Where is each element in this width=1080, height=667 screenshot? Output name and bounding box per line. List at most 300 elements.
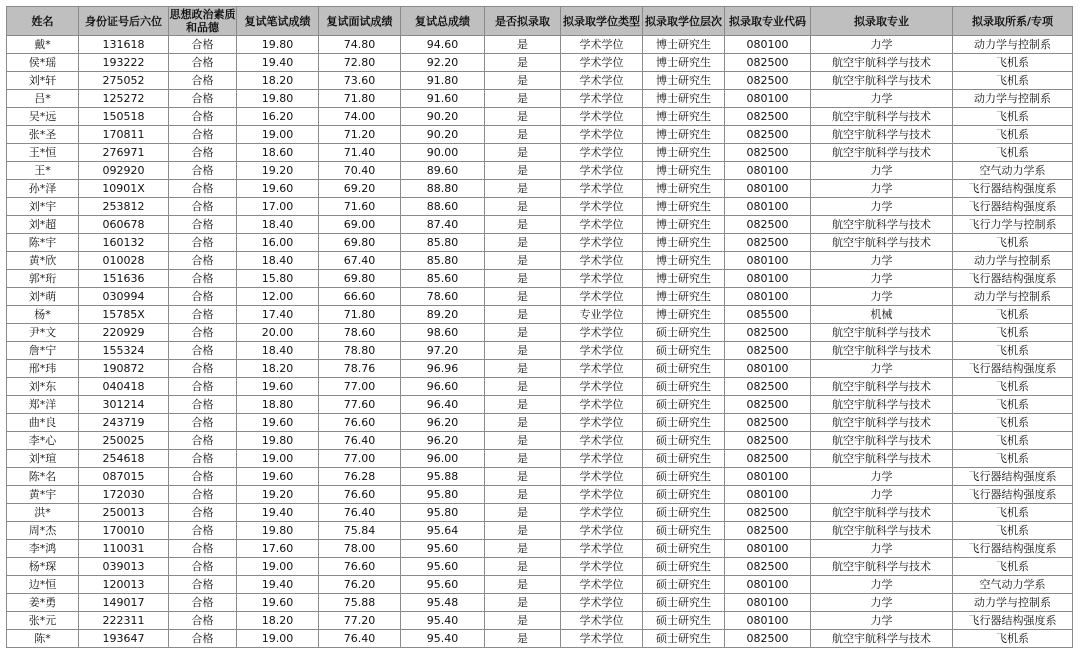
cell-id-suffix: 10901X [79, 180, 169, 198]
cell-department: 空气动力学系 [953, 162, 1073, 180]
cell-department: 飞机系 [953, 234, 1073, 252]
cell-degree-level: 博士研究生 [643, 72, 725, 90]
cell-id-suffix: 250013 [79, 504, 169, 522]
cell-major-code: 082500 [725, 108, 811, 126]
col-header-name: 姓名 [7, 7, 79, 36]
cell-degree-type: 学术学位 [561, 630, 643, 648]
cell-department: 飞机系 [953, 306, 1073, 324]
cell-id-suffix: 110031 [79, 540, 169, 558]
cell-major: 航空宇航科学与技术 [811, 234, 953, 252]
cell-major-code: 080100 [725, 468, 811, 486]
cell-degree-level: 硕士研究生 [643, 522, 725, 540]
cell-department: 飞行器结构强度系 [953, 270, 1073, 288]
cell-interview-score: 76.40 [319, 432, 401, 450]
cell-admitted: 是 [485, 216, 561, 234]
cell-interview-score: 76.60 [319, 486, 401, 504]
cell-major-code: 082500 [725, 342, 811, 360]
cell-admitted: 是 [485, 198, 561, 216]
cell-degree-type: 学术学位 [561, 450, 643, 468]
cell-department: 飞机系 [953, 414, 1073, 432]
cell-id-suffix: 193647 [79, 630, 169, 648]
col-header-total-score: 复试总成绩 [401, 7, 485, 36]
cell-major: 力学 [811, 360, 953, 378]
cell-total-score: 96.60 [401, 378, 485, 396]
col-header-interview-score: 复试面试成绩 [319, 7, 401, 36]
cell-department: 动力学与控制系 [953, 36, 1073, 54]
cell-major: 力学 [811, 612, 953, 630]
table-row [7, 522, 1073, 540]
cell-degree-type: 学术学位 [561, 72, 643, 90]
cell-written-score: 16.20 [237, 108, 319, 126]
cell-name: 黄*欣 [7, 252, 79, 270]
cell-political: 合格 [169, 558, 237, 576]
cell-department: 飞机系 [953, 504, 1073, 522]
cell-political: 合格 [169, 450, 237, 468]
cell-major-code: 080100 [725, 360, 811, 378]
cell-admitted: 是 [485, 36, 561, 54]
cell-political: 合格 [169, 630, 237, 648]
cell-admitted: 是 [485, 162, 561, 180]
cell-admitted: 是 [485, 396, 561, 414]
cell-department: 飞机系 [953, 144, 1073, 162]
cell-admitted: 是 [485, 432, 561, 450]
cell-name: 曲*良 [7, 414, 79, 432]
cell-admitted: 是 [485, 468, 561, 486]
cell-degree-type: 学术学位 [561, 540, 643, 558]
cell-written-score: 17.40 [237, 306, 319, 324]
cell-id-suffix: 060678 [79, 216, 169, 234]
col-header-admitted: 是否拟录取 [485, 7, 561, 36]
cell-interview-score: 78.80 [319, 342, 401, 360]
cell-major-code: 082500 [725, 234, 811, 252]
cell-major-code: 082500 [725, 522, 811, 540]
cell-id-suffix: 160132 [79, 234, 169, 252]
cell-degree-type: 学术学位 [561, 108, 643, 126]
cell-major: 航空宇航科学与技术 [811, 108, 953, 126]
cell-total-score: 88.60 [401, 198, 485, 216]
cell-degree-level: 博士研究生 [643, 180, 725, 198]
cell-written-score: 19.60 [237, 378, 319, 396]
cell-admitted: 是 [485, 612, 561, 630]
cell-political: 合格 [169, 522, 237, 540]
cell-interview-score: 75.88 [319, 594, 401, 612]
col-header-major-code: 拟录取专业代码 [725, 7, 811, 36]
cell-degree-level: 硕士研究生 [643, 504, 725, 522]
cell-name: 戴* [7, 36, 79, 54]
cell-interview-score: 73.60 [319, 72, 401, 90]
cell-interview-score: 71.40 [319, 144, 401, 162]
cell-total-score: 92.20 [401, 54, 485, 72]
cell-major-code: 080100 [725, 198, 811, 216]
cell-political: 合格 [169, 180, 237, 198]
cell-degree-type: 学术学位 [561, 198, 643, 216]
cell-total-score: 95.60 [401, 576, 485, 594]
table-row [7, 486, 1073, 504]
cell-admitted: 是 [485, 90, 561, 108]
cell-id-suffix: 010028 [79, 252, 169, 270]
cell-name: 邢*玮 [7, 360, 79, 378]
col-header-major: 拟录取专业 [811, 7, 953, 36]
cell-major: 力学 [811, 36, 953, 54]
cell-major: 航空宇航科学与技术 [811, 144, 953, 162]
cell-name: 姜*勇 [7, 594, 79, 612]
cell-degree-type: 学术学位 [561, 594, 643, 612]
cell-interview-score: 76.60 [319, 414, 401, 432]
cell-major: 力学 [811, 270, 953, 288]
table-row [7, 180, 1073, 198]
cell-admitted: 是 [485, 108, 561, 126]
cell-name: 边*恒 [7, 576, 79, 594]
cell-department: 飞机系 [953, 432, 1073, 450]
cell-name: 孙*泽 [7, 180, 79, 198]
cell-degree-type: 学术学位 [561, 378, 643, 396]
cell-major-code: 080100 [725, 594, 811, 612]
cell-name: 尹*文 [7, 324, 79, 342]
cell-id-suffix: 030994 [79, 288, 169, 306]
cell-degree-level: 博士研究生 [643, 126, 725, 144]
cell-total-score: 96.20 [401, 432, 485, 450]
cell-total-score: 96.40 [401, 396, 485, 414]
cell-written-score: 19.60 [237, 180, 319, 198]
cell-degree-type: 学术学位 [561, 54, 643, 72]
cell-interview-score: 72.80 [319, 54, 401, 72]
cell-political: 合格 [169, 432, 237, 450]
table-row [7, 72, 1073, 90]
cell-political: 合格 [169, 306, 237, 324]
cell-degree-level: 硕士研究生 [643, 486, 725, 504]
table-row [7, 216, 1073, 234]
cell-major-code: 082500 [725, 54, 811, 72]
cell-department: 飞机系 [953, 450, 1073, 468]
cell-department: 飞行器结构强度系 [953, 180, 1073, 198]
cell-interview-score: 78.76 [319, 360, 401, 378]
cell-degree-type: 学术学位 [561, 324, 643, 342]
cell-written-score: 18.20 [237, 360, 319, 378]
cell-major-code: 080100 [725, 90, 811, 108]
cell-major: 力学 [811, 198, 953, 216]
cell-department: 飞机系 [953, 108, 1073, 126]
cell-id-suffix: 150518 [79, 108, 169, 126]
cell-interview-score: 71.60 [319, 198, 401, 216]
cell-degree-type: 学术学位 [561, 558, 643, 576]
cell-major: 航空宇航科学与技术 [811, 216, 953, 234]
cell-department: 飞机系 [953, 126, 1073, 144]
cell-name: 刘*东 [7, 378, 79, 396]
col-header-degree-level: 拟录取学位层次 [643, 7, 725, 36]
cell-written-score: 19.00 [237, 126, 319, 144]
cell-interview-score: 66.60 [319, 288, 401, 306]
cell-degree-type: 学术学位 [561, 522, 643, 540]
table-row [7, 270, 1073, 288]
cell-degree-type: 学术学位 [561, 396, 643, 414]
cell-major-code: 080100 [725, 252, 811, 270]
cell-major-code: 082500 [725, 378, 811, 396]
cell-major-code: 082500 [725, 396, 811, 414]
cell-department: 飞机系 [953, 522, 1073, 540]
cell-name: 杨*琛 [7, 558, 79, 576]
cell-interview-score: 77.60 [319, 396, 401, 414]
cell-political: 合格 [169, 504, 237, 522]
cell-political: 合格 [169, 576, 237, 594]
cell-degree-level: 博士研究生 [643, 288, 725, 306]
cell-total-score: 90.20 [401, 108, 485, 126]
cell-id-suffix: 092920 [79, 162, 169, 180]
cell-total-score: 95.60 [401, 558, 485, 576]
cell-degree-type: 学术学位 [561, 342, 643, 360]
table-row [7, 612, 1073, 630]
cell-interview-score: 78.00 [319, 540, 401, 558]
cell-department: 飞机系 [953, 558, 1073, 576]
cell-political: 合格 [169, 108, 237, 126]
cell-major-code: 080100 [725, 486, 811, 504]
cell-written-score: 19.80 [237, 522, 319, 540]
cell-major: 航空宇航科学与技术 [811, 324, 953, 342]
table-row [7, 36, 1073, 54]
cell-major: 航空宇航科学与技术 [811, 450, 953, 468]
cell-degree-level: 硕士研究生 [643, 360, 725, 378]
cell-degree-level: 硕士研究生 [643, 540, 725, 558]
cell-total-score: 85.60 [401, 270, 485, 288]
cell-department: 动力学与控制系 [953, 90, 1073, 108]
cell-major: 航空宇航科学与技术 [811, 522, 953, 540]
cell-department: 飞行器结构强度系 [953, 540, 1073, 558]
table-row [7, 576, 1073, 594]
cell-department: 飞行器结构强度系 [953, 486, 1073, 504]
cell-degree-type: 学术学位 [561, 612, 643, 630]
table-row [7, 450, 1073, 468]
cell-id-suffix: 301214 [79, 396, 169, 414]
table-row [7, 162, 1073, 180]
cell-total-score: 89.60 [401, 162, 485, 180]
cell-department: 飞机系 [953, 378, 1073, 396]
table-body [7, 36, 1073, 648]
cell-major: 力学 [811, 252, 953, 270]
cell-written-score: 19.80 [237, 90, 319, 108]
cell-major: 航空宇航科学与技术 [811, 126, 953, 144]
cell-id-suffix: 222311 [79, 612, 169, 630]
cell-political: 合格 [169, 252, 237, 270]
cell-interview-score: 77.20 [319, 612, 401, 630]
cell-major: 航空宇航科学与技术 [811, 54, 953, 72]
cell-degree-level: 硕士研究生 [643, 432, 725, 450]
cell-major-code: 080100 [725, 288, 811, 306]
cell-major-code: 082500 [725, 72, 811, 90]
cell-major: 航空宇航科学与技术 [811, 342, 953, 360]
cell-admitted: 是 [485, 558, 561, 576]
cell-major-code: 082500 [725, 450, 811, 468]
cell-name: 陈*宇 [7, 234, 79, 252]
cell-admitted: 是 [485, 270, 561, 288]
cell-political: 合格 [169, 234, 237, 252]
cell-department: 飞行器结构强度系 [953, 468, 1073, 486]
cell-department: 飞行器结构强度系 [953, 612, 1073, 630]
cell-id-suffix: 220929 [79, 324, 169, 342]
cell-degree-type: 学术学位 [561, 234, 643, 252]
cell-degree-type: 学术学位 [561, 504, 643, 522]
cell-written-score: 18.40 [237, 252, 319, 270]
cell-name: 张*圣 [7, 126, 79, 144]
cell-total-score: 97.20 [401, 342, 485, 360]
cell-total-score: 96.96 [401, 360, 485, 378]
cell-total-score: 96.00 [401, 450, 485, 468]
cell-interview-score: 69.00 [319, 216, 401, 234]
cell-major-code: 080100 [725, 540, 811, 558]
cell-degree-level: 博士研究生 [643, 270, 725, 288]
cell-name: 吕* [7, 90, 79, 108]
cell-interview-score: 71.80 [319, 90, 401, 108]
cell-political: 合格 [169, 36, 237, 54]
cell-interview-score: 76.20 [319, 576, 401, 594]
cell-total-score: 91.80 [401, 72, 485, 90]
cell-degree-level: 硕士研究生 [643, 612, 725, 630]
cell-interview-score: 76.40 [319, 630, 401, 648]
table-row [7, 198, 1073, 216]
cell-major-code: 080100 [725, 36, 811, 54]
cell-major-code: 082500 [725, 324, 811, 342]
cell-total-score: 95.40 [401, 630, 485, 648]
cell-name: 刘*萌 [7, 288, 79, 306]
cell-total-score: 88.80 [401, 180, 485, 198]
cell-major-code: 080100 [725, 576, 811, 594]
table-row [7, 378, 1073, 396]
cell-department: 空气动力学系 [953, 576, 1073, 594]
cell-written-score: 17.60 [237, 540, 319, 558]
cell-degree-type: 学术学位 [561, 126, 643, 144]
cell-written-score: 20.00 [237, 324, 319, 342]
cell-name: 张*元 [7, 612, 79, 630]
cell-degree-level: 博士研究生 [643, 252, 725, 270]
cell-degree-level: 博士研究生 [643, 162, 725, 180]
cell-degree-level: 硕士研究生 [643, 558, 725, 576]
cell-name: 刘*宇 [7, 198, 79, 216]
cell-political: 合格 [169, 342, 237, 360]
cell-total-score: 90.00 [401, 144, 485, 162]
cell-id-suffix: 151636 [79, 270, 169, 288]
cell-admitted: 是 [485, 54, 561, 72]
cell-degree-level: 硕士研究生 [643, 414, 725, 432]
cell-degree-level: 硕士研究生 [643, 576, 725, 594]
col-header-id-suffix: 身份证号后六位 [79, 7, 169, 36]
cell-interview-score: 75.84 [319, 522, 401, 540]
cell-degree-level: 博士研究生 [643, 90, 725, 108]
cell-name: 侯*瑶 [7, 54, 79, 72]
cell-id-suffix: 087015 [79, 468, 169, 486]
cell-interview-score: 78.60 [319, 324, 401, 342]
cell-department: 飞机系 [953, 342, 1073, 360]
cell-total-score: 90.20 [401, 126, 485, 144]
cell-major-code: 085500 [725, 306, 811, 324]
cell-degree-type: 学术学位 [561, 216, 643, 234]
cell-admitted: 是 [485, 180, 561, 198]
cell-degree-level: 博士研究生 [643, 144, 725, 162]
cell-political: 合格 [169, 162, 237, 180]
cell-department: 飞机系 [953, 324, 1073, 342]
cell-degree-type: 学术学位 [561, 162, 643, 180]
cell-degree-level: 博士研究生 [643, 234, 725, 252]
cell-id-suffix: 120013 [79, 576, 169, 594]
cell-political: 合格 [169, 378, 237, 396]
cell-total-score: 96.20 [401, 414, 485, 432]
cell-written-score: 18.20 [237, 72, 319, 90]
cell-name: 王*恒 [7, 144, 79, 162]
table-row [7, 630, 1073, 648]
cell-total-score: 87.40 [401, 216, 485, 234]
cell-major: 力学 [811, 576, 953, 594]
cell-political: 合格 [169, 468, 237, 486]
cell-degree-type: 学术学位 [561, 360, 643, 378]
cell-name: 刘*瑄 [7, 450, 79, 468]
cell-major: 航空宇航科学与技术 [811, 504, 953, 522]
cell-interview-score: 71.80 [319, 306, 401, 324]
table-row [7, 558, 1073, 576]
cell-degree-level: 硕士研究生 [643, 594, 725, 612]
cell-interview-score: 69.20 [319, 180, 401, 198]
cell-id-suffix: 149017 [79, 594, 169, 612]
cell-major: 力学 [811, 486, 953, 504]
cell-degree-level: 硕士研究生 [643, 450, 725, 468]
cell-political: 合格 [169, 72, 237, 90]
cell-id-suffix: 172030 [79, 486, 169, 504]
cell-written-score: 19.60 [237, 414, 319, 432]
cell-written-score: 19.20 [237, 162, 319, 180]
cell-id-suffix: 131618 [79, 36, 169, 54]
cell-total-score: 95.40 [401, 612, 485, 630]
cell-id-suffix: 254618 [79, 450, 169, 468]
cell-political: 合格 [169, 90, 237, 108]
cell-department: 动力学与控制系 [953, 288, 1073, 306]
cell-admitted: 是 [485, 72, 561, 90]
cell-major-code: 082500 [725, 126, 811, 144]
table-row [7, 144, 1073, 162]
cell-interview-score: 69.80 [319, 270, 401, 288]
cell-degree-type: 学术学位 [561, 468, 643, 486]
cell-written-score: 19.60 [237, 468, 319, 486]
cell-admitted: 是 [485, 450, 561, 468]
col-header-degree-type: 拟录取学位类型 [561, 7, 643, 36]
cell-admitted: 是 [485, 144, 561, 162]
cell-total-score: 95.88 [401, 468, 485, 486]
cell-id-suffix: 276971 [79, 144, 169, 162]
table-row [7, 126, 1073, 144]
cell-major: 航空宇航科学与技术 [811, 72, 953, 90]
table-row [7, 324, 1073, 342]
cell-major: 航空宇航科学与技术 [811, 414, 953, 432]
cell-total-score: 95.64 [401, 522, 485, 540]
cell-department: 动力学与控制系 [953, 252, 1073, 270]
cell-total-score: 78.60 [401, 288, 485, 306]
cell-admitted: 是 [485, 324, 561, 342]
cell-name: 刘*轩 [7, 72, 79, 90]
cell-interview-score: 69.80 [319, 234, 401, 252]
cell-major: 机械 [811, 306, 953, 324]
cell-interview-score: 71.20 [319, 126, 401, 144]
cell-major: 力学 [811, 90, 953, 108]
cell-total-score: 85.80 [401, 252, 485, 270]
cell-interview-score: 76.40 [319, 504, 401, 522]
cell-id-suffix: 250025 [79, 432, 169, 450]
cell-written-score: 19.40 [237, 576, 319, 594]
cell-department: 飞机系 [953, 396, 1073, 414]
cell-department: 飞行器结构强度系 [953, 198, 1073, 216]
cell-id-suffix: 253812 [79, 198, 169, 216]
cell-political: 合格 [169, 270, 237, 288]
cell-degree-level: 博士研究生 [643, 54, 725, 72]
cell-political: 合格 [169, 198, 237, 216]
table-row [7, 108, 1073, 126]
table-row [7, 360, 1073, 378]
cell-admitted: 是 [485, 288, 561, 306]
cell-interview-score: 77.00 [319, 378, 401, 396]
